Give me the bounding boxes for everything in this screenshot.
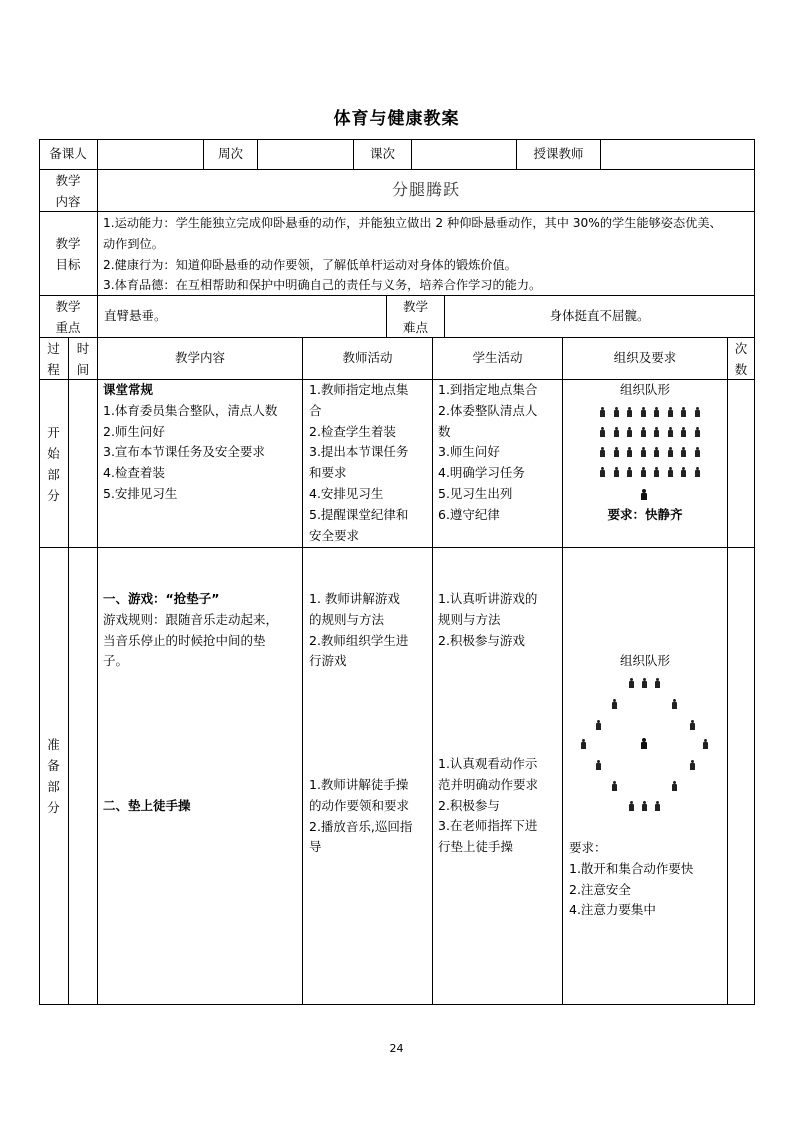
- student-figure-icon: [681, 407, 686, 417]
- student-figure-icon: [654, 447, 659, 457]
- student-figure-icon: [614, 467, 619, 477]
- col-header-teacher: 教师活动: [342, 350, 393, 366]
- goal-line: 3.体育品德：在互相帮助和保护中明确自己的责任与义务，培养合作学习的能力。: [103, 278, 542, 293]
- col-header-count: 次 数: [734, 340, 748, 377]
- list-item: 4.明确学习任务: [438, 465, 525, 481]
- list-item: 1.认真听讲游戏的: [438, 591, 538, 606]
- goals-text: [103, 213, 753, 296]
- list-item: 2.检查学生着装: [309, 423, 396, 439]
- list-item: 2.积极参与游戏: [438, 632, 525, 648]
- week-label: 周次: [217, 146, 243, 162]
- student-figure-icon: [690, 760, 695, 770]
- prep-formation-title: 组织队形: [619, 653, 670, 669]
- goal-line: 动作到位。: [103, 236, 164, 251]
- student-figure-icon: [600, 447, 605, 457]
- teacher-figure-icon: [641, 738, 647, 749]
- difficulty-label: 教学 难点: [402, 298, 428, 335]
- section-label-start: 开 始 部 分: [47, 424, 60, 503]
- student-figure-icon: [642, 801, 647, 811]
- col-header-time: 时 间: [76, 340, 90, 377]
- table-border-bottom: [39, 1004, 755, 1005]
- col-divider: [727, 337, 728, 1005]
- start-content-heading: 课堂常规: [103, 382, 154, 397]
- table-border-right: [754, 139, 755, 1005]
- student-figure-icon: [629, 678, 634, 688]
- start-requirement: 要求：快静齐: [607, 507, 683, 523]
- list-item: 数: [438, 423, 451, 439]
- teacher-figure-icon: [641, 489, 647, 500]
- list-item: 子。: [103, 653, 129, 669]
- student-figure-icon: [681, 467, 686, 477]
- student-figure-icon: [668, 407, 673, 417]
- col-divider: [302, 337, 303, 1005]
- student-figure-icon: [596, 760, 601, 770]
- prep-requirements: [569, 838, 726, 921]
- row-divider: [39, 547, 755, 548]
- list-item: 1.到指定地点集合: [438, 382, 538, 397]
- key-point-label: 教学 重点: [55, 298, 81, 335]
- list-item: 1.教师指定地点集: [309, 382, 409, 397]
- student-figure-icon: [629, 801, 634, 811]
- student-figure-icon: [695, 447, 700, 457]
- prep-teacher-exercise: [309, 775, 431, 858]
- lesson-value: [412, 140, 516, 169]
- student-figure-icon: [668, 467, 673, 477]
- list-item: 4.注意力要集中: [569, 902, 656, 918]
- lesson-label: 课次: [369, 146, 395, 162]
- list-item: 3.在老师指挥下进: [438, 818, 538, 834]
- list-item: 5.见习生出列: [438, 485, 513, 501]
- student-figure-icon: [681, 427, 686, 437]
- student-figure-icon: [655, 801, 660, 811]
- list-item: 1. 教师讲解游戏: [309, 591, 400, 606]
- student-figure-icon: [600, 467, 605, 477]
- list-item: 5.安排见习生: [103, 485, 178, 501]
- student-figure-icon: [703, 739, 708, 749]
- student-figure-icon: [695, 407, 700, 417]
- start-student-activity: [438, 380, 561, 526]
- start-formation-title: 组织队形: [619, 382, 670, 398]
- list-item: 4.检查着装: [103, 465, 165, 481]
- list-item: 3.师生问好: [438, 444, 500, 460]
- list-item: 行垫上徒手操: [438, 839, 514, 855]
- page-title: 体育与健康教案: [333, 109, 460, 129]
- col-header-student: 学生活动: [472, 350, 523, 366]
- prep-game-content: [103, 589, 301, 672]
- col-header-process: 过 程: [47, 340, 60, 377]
- week-value: [258, 140, 353, 169]
- list-item: 1.教师讲解徒手操: [309, 777, 409, 792]
- student-figure-icon: [641, 467, 646, 477]
- student-figure-icon: [600, 427, 605, 437]
- goal-line: 1.运动能力：学生能独立完成仰卧悬垂的动作，并能独立做出 2 种仰卧悬垂动作，其中 30%的学生能够姿态优美、: [103, 216, 722, 230]
- page-number: 24: [389, 1042, 404, 1055]
- prep-teacher-game: [309, 589, 431, 672]
- list-item: 2.注意安全: [569, 881, 631, 897]
- student-figure-icon: [695, 427, 700, 437]
- list-item: 2.体委整队清点人: [438, 402, 538, 418]
- student-figure-icon: [627, 427, 632, 437]
- student-figure-icon: [614, 407, 619, 417]
- student-figure-icon: [641, 447, 646, 457]
- prep-student-game: [438, 589, 561, 651]
- student-figure-icon: [596, 720, 601, 730]
- col-divider: [97, 337, 98, 1005]
- list-item: 4.安排见习生: [309, 485, 384, 501]
- student-figure-icon: [581, 739, 586, 749]
- list-item: 的动作要领和要求: [309, 797, 410, 813]
- list-item: 和要求: [309, 465, 347, 481]
- list-item: 2.师生问好: [103, 423, 165, 439]
- list-item: 的规则与方法: [309, 611, 385, 627]
- preparer-value: [98, 140, 203, 169]
- list-item: 行游戏: [309, 653, 347, 669]
- difficulty-value: 身体挺直不屈髋。: [549, 308, 650, 324]
- student-figure-icon: [695, 467, 700, 477]
- exercise-heading: 二、垫上徒手操: [103, 798, 191, 813]
- list-item: 2.教师组织学生进: [309, 632, 409, 648]
- section-label-prep: 准 备 部 分: [47, 737, 60, 815]
- list-item: 合: [309, 402, 322, 418]
- teacher-label: 授课教师: [533, 146, 584, 162]
- list-item: 2.积极参与: [438, 797, 500, 813]
- student-figure-icon: [672, 781, 677, 791]
- student-figure-icon: [627, 447, 632, 457]
- col-header-content: 教学内容: [174, 350, 225, 366]
- start-teacher-activity: [309, 380, 431, 546]
- student-figure-icon: [654, 407, 659, 417]
- student-figure-icon: [600, 407, 605, 417]
- list-item: 安全要求: [309, 527, 360, 543]
- col-divider: [68, 337, 69, 1005]
- list-item: 3.宣布本节课任务及安全要求: [103, 444, 265, 460]
- goals-label: 教学 目标: [55, 235, 81, 272]
- student-figure-icon: [668, 427, 673, 437]
- prep-student-exercise: [438, 754, 561, 858]
- content-label: 教学 内容: [55, 172, 81, 209]
- list-item: 规则与方法: [438, 611, 501, 627]
- student-figure-icon: [627, 407, 632, 417]
- student-figure-icon: [642, 678, 647, 688]
- student-figure-icon: [641, 427, 646, 437]
- lesson-topic: 分腿腾跃: [391, 180, 460, 200]
- col-header-organization: 组织及要求: [613, 350, 677, 366]
- goal-line: 2.健康行为：知道仰卧悬垂的动作要领，了解低单杆运动对身体的锻炼价值。: [103, 257, 517, 272]
- student-figure-icon: [690, 720, 695, 730]
- list-item: 游戏规则：跟随音乐走动起来，: [103, 611, 279, 627]
- list-item: 要求：: [569, 840, 607, 855]
- student-figure-icon: [641, 407, 646, 417]
- student-figure-icon: [654, 427, 659, 437]
- key-point-value: 直臂悬垂。: [104, 308, 167, 323]
- list-item: 导: [309, 839, 322, 855]
- student-figure-icon: [668, 447, 673, 457]
- student-figure-icon: [681, 447, 686, 457]
- list-item: 1.散开和集合动作要快: [569, 860, 694, 876]
- list-item: 1.体育委员集合整队，清点人数: [103, 402, 278, 418]
- row-divider: [39, 211, 755, 212]
- preparer-label: 备课人: [49, 146, 87, 162]
- list-item: 当音乐停止的时候抢中间的垫: [103, 632, 266, 648]
- list-item: 1.认真观看动作示: [438, 756, 538, 771]
- student-figure-icon: [612, 699, 617, 709]
- list-item: 2.播放音乐,巡回指: [309, 818, 413, 834]
- student-figure-icon: [614, 447, 619, 457]
- list-item: 5.提醒课堂纪律和: [309, 506, 409, 522]
- student-figure-icon: [672, 699, 677, 709]
- list-item: 范并明确动作要求: [438, 776, 539, 792]
- student-figure-icon: [655, 678, 660, 688]
- student-figure-icon: [627, 467, 632, 477]
- list-item: 6.遵守纪律: [438, 506, 500, 522]
- teacher-value: [601, 140, 754, 169]
- start-content: [103, 380, 301, 505]
- col-divider: [432, 337, 433, 1005]
- student-figure-icon: [614, 427, 619, 437]
- game-heading: 一、游戏：“抢垫子”: [103, 591, 220, 606]
- student-figure-icon: [612, 781, 617, 791]
- student-figure-icon: [654, 467, 659, 477]
- list-item: 3.提出本节课任务: [309, 444, 409, 460]
